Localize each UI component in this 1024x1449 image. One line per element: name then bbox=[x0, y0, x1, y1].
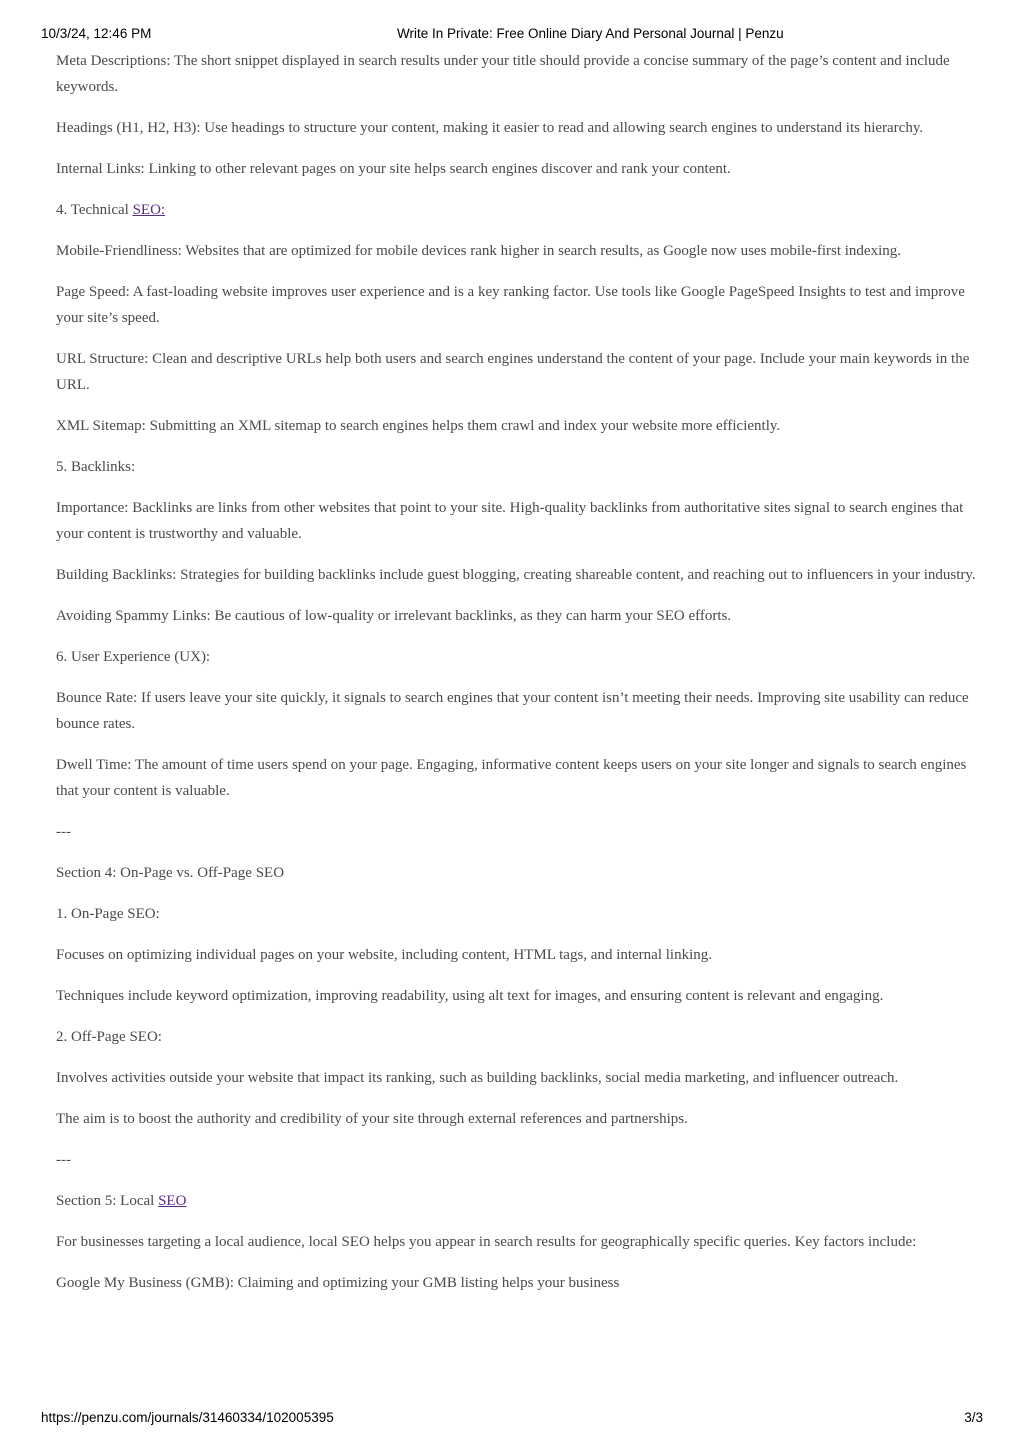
paragraph-off-page-aim: The aim is to boost the authority and credibility of your site through external references and partnerships. bbox=[56, 1111, 688, 1127]
journal-entry-content bbox=[56, 48, 976, 1311]
paragraph-mobile-friendliness: Mobile-Friendliness: Websites that are optimized for mobile devices rank higher in search results, as Google now uses mobile-first indexing. bbox=[56, 243, 901, 259]
paragraph-building-backlinks: Building Backlinks: Strategies for building backlinks include guest blogging, creating shareable content, and reaching out to influencers in your industry. bbox=[56, 567, 976, 583]
print-page-number: 3/3 bbox=[964, 1410, 983, 1425]
print-url: https://penzu.com/journals/31460334/102005395 bbox=[41, 1410, 334, 1425]
paragraph-avoiding-spammy-links: Avoiding Spammy Links: Be cautious of low-quality or irrelevant backlinks, as they can harm your SEO efforts. bbox=[56, 608, 732, 624]
section-divider: --- bbox=[56, 824, 71, 840]
paragraph-importance: Importance: Backlinks are links from other websites that point to your site. High-quality backlinks from authoritative sites signal to search engines that your content is trustworthy and valuable. bbox=[56, 500, 964, 542]
section-divider: --- bbox=[56, 1152, 71, 1168]
print-footer bbox=[0, 1408, 1024, 1428]
paragraph-meta-descriptions: Meta Descriptions: The short snippet displayed in search results under your title should provide a concise summary of the page’s content and include keywords. bbox=[56, 53, 950, 95]
paragraph-xml-sitemap: XML Sitemap: Submitting an XML sitemap to search engines helps them crawl and index your website more efficiently. bbox=[56, 418, 781, 434]
paragraph-url-structure: URL Structure: Clean and descriptive URLs help both users and search engines understand the content of your page. Include your main keywords in the URL. bbox=[56, 351, 970, 393]
paragraph-headings: Headings (H1, H2, H3): Use headings to structure your content, making it easier to read and allowing search engines to understand its hierarchy. bbox=[56, 120, 924, 136]
paragraph-on-page-focus: Focuses on optimizing individual pages on your website, including content, HTML tags, and internal linking. bbox=[56, 947, 713, 963]
heading-section-5 bbox=[56, 1188, 976, 1214]
paragraph-internal-links: Internal Links: Linking to other relevant pages on your site helps search engines discover and rank your content. bbox=[56, 161, 731, 177]
heading-section-4: Section 4: On-Page vs. Off-Page SEO bbox=[56, 865, 285, 881]
heading-section-5-text: Section 5: Local bbox=[56, 1193, 159, 1209]
heading-technical-seo bbox=[56, 197, 976, 223]
heading-off-page-seo: 2. Off-Page SEO: bbox=[56, 1029, 162, 1045]
paragraph-bounce-rate: Bounce Rate: If users leave your site quickly, it signals to search engines that your content isn’t meeting their needs. Improving site usability can reduce bounce rates. bbox=[56, 690, 969, 732]
paragraph-google-my-business: Google My Business (GMB): Claiming and optimizing your GMB listing helps your business bbox=[56, 1275, 620, 1291]
seo-link[interactable]: SEO bbox=[158, 1193, 187, 1209]
print-page-title: Write In Private: Free Online Diary And Personal Journal | Penzu bbox=[397, 26, 784, 41]
heading-backlinks: 5. Backlinks: bbox=[56, 459, 136, 475]
paragraph-page-speed: Page Speed: A fast-loading website improves user experience and is a key ranking factor. Use tools like Google PageSpeed Insights to test and improve your site’s speed. bbox=[56, 284, 965, 326]
paragraph-dwell-time: Dwell Time: The amount of time users spend on your page. Engaging, informative content keeps users on your site longer and signals to search engines that your content is valuable. bbox=[56, 757, 967, 799]
print-header bbox=[0, 24, 1024, 44]
heading-technical-seo-text: 4. Technical bbox=[56, 202, 133, 218]
seo-link[interactable]: SEO: bbox=[132, 202, 166, 218]
print-datetime: 10/3/24, 12:46 PM bbox=[41, 26, 152, 41]
paragraph-on-page-techniques: Techniques include keyword optimization, improving readability, using alt text for images, and ensuring content is relevant and engaging. bbox=[56, 988, 884, 1004]
heading-on-page-seo: 1. On-Page SEO: bbox=[56, 906, 160, 922]
heading-user-experience: 6. User Experience (UX): bbox=[56, 649, 211, 665]
paragraph-local-seo-intro: For businesses targeting a local audience, local SEO helps you appear in search results for geographically specific queries. Key factors include: bbox=[56, 1234, 917, 1250]
paragraph-off-page-activities: Involves activities outside your website that impact its ranking, such as building backlinks, social media marketing, and influencer outreach. bbox=[56, 1070, 899, 1086]
